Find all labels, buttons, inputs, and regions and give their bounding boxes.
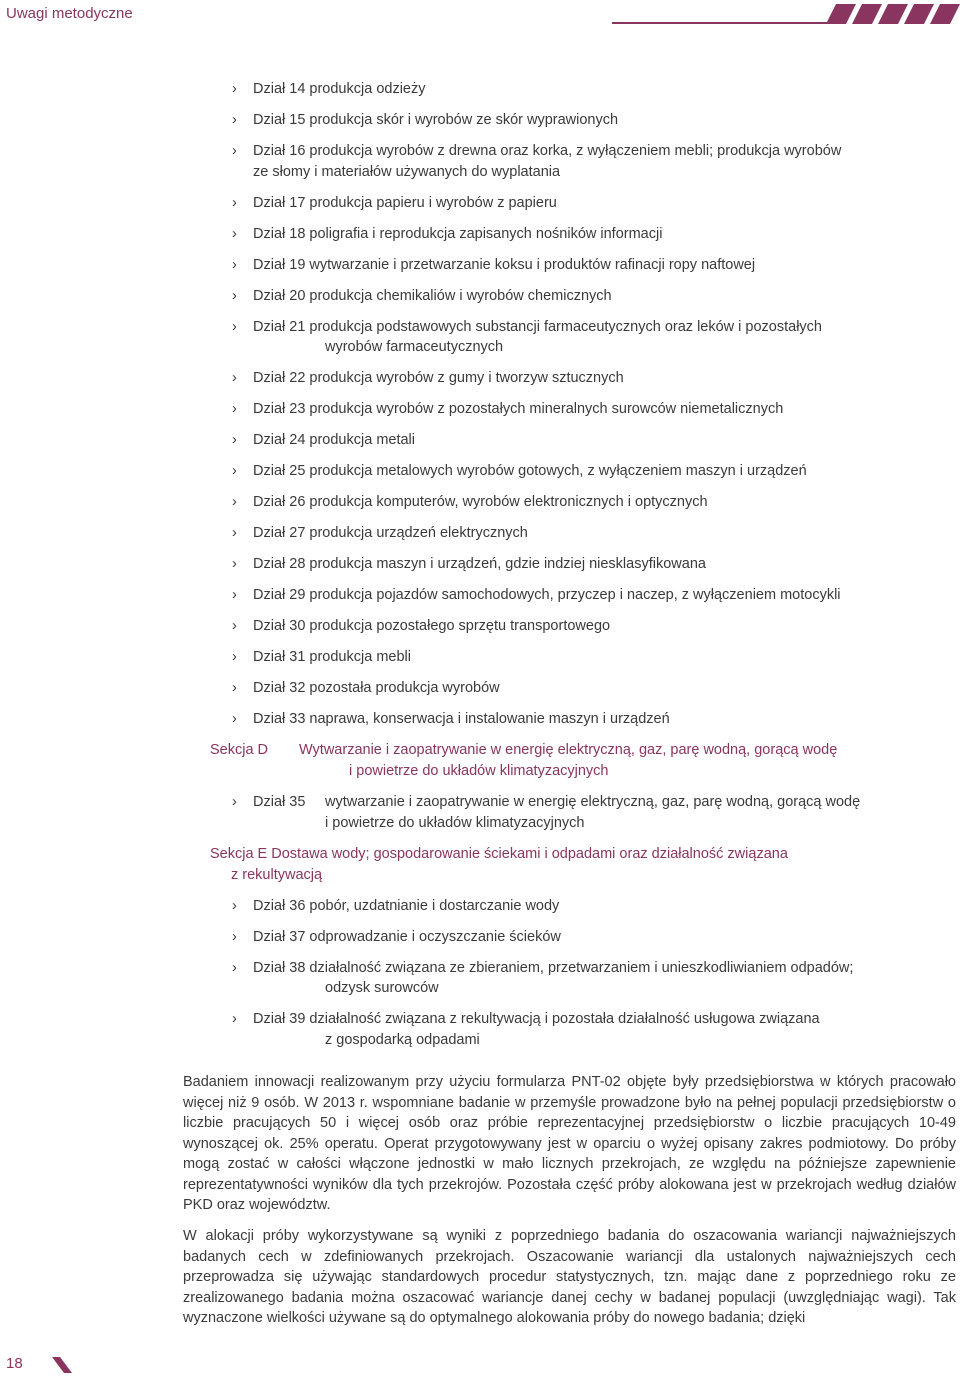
section-d-title-cont: i powietrze do układów klimatyzacyjnych — [349, 763, 609, 779]
bullet-icon: › — [232, 194, 237, 211]
section-e-heading — [210, 844, 922, 886]
list-item — [232, 585, 922, 606]
footer-slash-decoration — [52, 1357, 72, 1373]
list-item — [232, 317, 922, 358]
page-header-title: Uwagi metodyczne — [6, 5, 133, 22]
page-number: 18 — [6, 1355, 23, 1372]
list-item-text: Dział 21 produkcja podstawowych substancji farmaceutycznych oraz leków i pozostałych — [253, 318, 822, 335]
bullet-icon: › — [232, 370, 237, 386]
list-item — [232, 461, 922, 482]
list-item-text: Dział 24 produkcja metali — [253, 432, 415, 448]
bullet-icon: › — [232, 143, 237, 159]
list-item-text: Dział 29 produkcja pojazdów samochodowych, przyczep i naczep, z wyłączeniem motocykli — [253, 587, 841, 603]
list-item-continuation: odzysk surowców — [325, 980, 439, 996]
bullet-icon: › — [232, 525, 237, 541]
list-item-text: Dział 14 produkcja odzieży — [253, 81, 426, 97]
list-item-text: Dział 28 produkcja maszyn i urządzeń, gdzie indziej niesklasyfikowana — [253, 556, 706, 572]
list-item-text: Dział 36 pobór, uzdatnianie i dostarczanie wody — [253, 897, 560, 914]
bullet-icon: › — [232, 287, 237, 304]
list-item-text: Dział 26 produkcja komputerów, wyrobów elektronicznych i optycznych — [253, 494, 708, 510]
list-item-text: Dział 19 wytwarzanie i przetwarzanie koksu i produktów rafinacji ropy naftowej — [253, 256, 756, 273]
bullet-icon: › — [232, 618, 237, 634]
list-item — [232, 110, 922, 131]
list-item — [232, 492, 922, 513]
list-item-text: Dział 15 produkcja skór i wyrobów ze skór wyprawionych — [253, 112, 619, 128]
list-item — [232, 224, 922, 245]
bullet-icon: › — [232, 1011, 237, 1027]
list-item — [232, 927, 922, 948]
paragraph-methodology: Badaniem innowacji realizowanym przy użyciu formularza PNT-02 objęte były przedsiębiorstwa w których pracowało więcej niż 9 osób. W 2013 r. wspomniane badanie w przemyśle prowadzone było na pełnej populacji przedsiębiorstw o liczbie pracujących 50 i więcej osób oraz próbie reprezentacyjnej przedsiębiorstw o liczbie pracujących 10-49 wynoszącej ok. 25% operatu. Operat przygotowywany jest w oparciu o wyżej opisany zakres podmiotowy. Do próby mogą zostać w całości włączone jednostki w mało licznych przekrojach, ze względu na późniejsze zapewnienie reprezentatywności wyników dla tych przekrojów. Pozostała część próby alokowana jest w przekrojach według działów PKD oraz województw. — [183, 1074, 956, 1213]
list-item — [232, 709, 922, 730]
bullet-icon: › — [232, 587, 237, 603]
list-item — [232, 193, 922, 214]
header-stripes-decoration — [826, 4, 960, 26]
list-item-dzial-35 — [232, 792, 922, 833]
list-item-text: Dział 22 produkcja wyrobów z gumy i tworzyw sztucznych — [253, 370, 624, 386]
bullet-icon: › — [232, 401, 237, 417]
bullet-icon: › — [232, 225, 237, 242]
list-item — [232, 368, 922, 389]
dzial-35-cont: i powietrze do układów klimatyzacyjnych — [325, 814, 585, 831]
list-item — [232, 1009, 922, 1050]
list-item — [232, 141, 922, 182]
list-item-text: Dział 38 działalność związana ze zbieraniem, przetwarzaniem i unieszkodliwianiem odpadów; — [253, 959, 854, 976]
list-item-text: Dział 18 poligrafia i reprodukcja zapisanych nośników informacji — [253, 225, 663, 242]
list-item — [232, 554, 922, 575]
list-item — [232, 523, 922, 544]
list-item-text: Dział 23 produkcja wyrobów z pozostałych mineralnych surowców niemetalicznych — [253, 401, 784, 417]
list-item-text: Dział 25 produkcja metalowych wyrobów gotowych, z wyłączeniem maszyn i urządzeń — [253, 463, 807, 479]
bullet-icon: › — [232, 711, 237, 727]
list-item-text: Dział 20 produkcja chemikaliów i wyrobów chemicznych — [253, 287, 612, 304]
list-item-text: Dział 39 działalność związana z rekultywacją i pozostała działalność usługowa związana — [253, 1011, 820, 1027]
list-item — [232, 286, 922, 307]
list-item — [232, 647, 922, 668]
list-item — [232, 678, 922, 699]
bullet-icon: › — [232, 463, 237, 479]
bullet-icon: › — [232, 556, 237, 572]
bullet-icon: › — [232, 897, 237, 914]
list-item-text: Dział 27 produkcja urządzeń elektrycznych — [253, 525, 528, 541]
bullet-icon: › — [232, 256, 237, 273]
list-item-text: Dział 16 produkcja wyrobów z drewna oraz korka, z wyłączeniem mebli; produkcja wyrobów — [253, 143, 842, 159]
bullet-icon: › — [232, 432, 237, 448]
section-e-title-cont: z rekultywacją — [231, 866, 323, 883]
list-item-text: Dział 17 produkcja papieru i wyrobów z papieru — [253, 194, 557, 211]
list-item-continuation: wyrobów farmaceutycznych — [325, 339, 504, 355]
list-item — [232, 255, 922, 276]
section-d-code: Sekcja D — [210, 742, 269, 758]
paragraph-allocation: W alokacji próby wykorzystywane są wyniki z poprzedniego badania do oszacowania wariancji najważniejszych badanych cech w zdefiniowanych przekrojach. Oszacowanie wariancji dla ustalonych najważniejszych cech przeprowadza się używając standardowych procedur statystycznych, tzn. mając dane z poprzedniego roku ze zrealizowanego badania można oszacować wariancje danej cechy w badanej populacji (uwzględniając wagi). Tak wyznaczone wielkości używane są do optymalnego alokowania próby do nowego badania; dzięki — [183, 1228, 956, 1326]
bullet-icon: › — [232, 494, 237, 510]
list-item-text: Dział 33 naprawa, konserwacja i instalowanie maszyn i urządzeń — [253, 711, 670, 727]
dzial-35-number: Dział 35 — [253, 794, 306, 810]
bullet-icon: › — [232, 928, 237, 945]
list-item — [232, 399, 922, 420]
list-item-text: Dział 32 pozostała produkcja wyrobów — [253, 680, 500, 696]
list-item-text: Dział 30 produkcja pozostałego sprzętu transportowego — [253, 618, 611, 634]
list-item-continuation: ze słomy i materiałów używanych do wyplatania — [253, 163, 561, 180]
dzial-35-text: wytwarzanie i zaopatrywanie w energię elektryczną, gaz, parę wodną, gorącą wodę — [325, 794, 861, 810]
list-item-text: Dział 37 odprowadzanie i oczyszczanie ścieków — [253, 928, 561, 945]
list-item — [232, 958, 922, 999]
bullet-icon: › — [232, 81, 237, 97]
bullet-icon: › — [232, 959, 237, 976]
header-rule — [612, 22, 830, 24]
classification-list — [210, 79, 922, 1061]
section-e-title: Sekcja E Dostawa wody; gospodarowanie ściekami i odpadami oraz działalność związana — [210, 845, 788, 862]
bullet-icon: › — [232, 112, 237, 128]
list-item-continuation: z gospodarką odpadami — [325, 1031, 480, 1048]
section-d-title: Wytwarzanie i zaopatrywanie w energię elektryczną, gaz, parę wodną, gorącą wodę — [299, 742, 838, 758]
list-item — [232, 430, 922, 451]
bullet-icon: › — [232, 649, 237, 665]
bullet-icon: › — [232, 794, 237, 810]
list-item — [232, 896, 922, 917]
list-item-text: Dział 31 produkcja mebli — [253, 649, 411, 665]
bullet-icon: › — [232, 680, 237, 696]
section-d-heading — [210, 740, 922, 782]
list-item — [232, 79, 922, 100]
bullet-icon: › — [232, 318, 237, 335]
list-item — [232, 616, 922, 637]
